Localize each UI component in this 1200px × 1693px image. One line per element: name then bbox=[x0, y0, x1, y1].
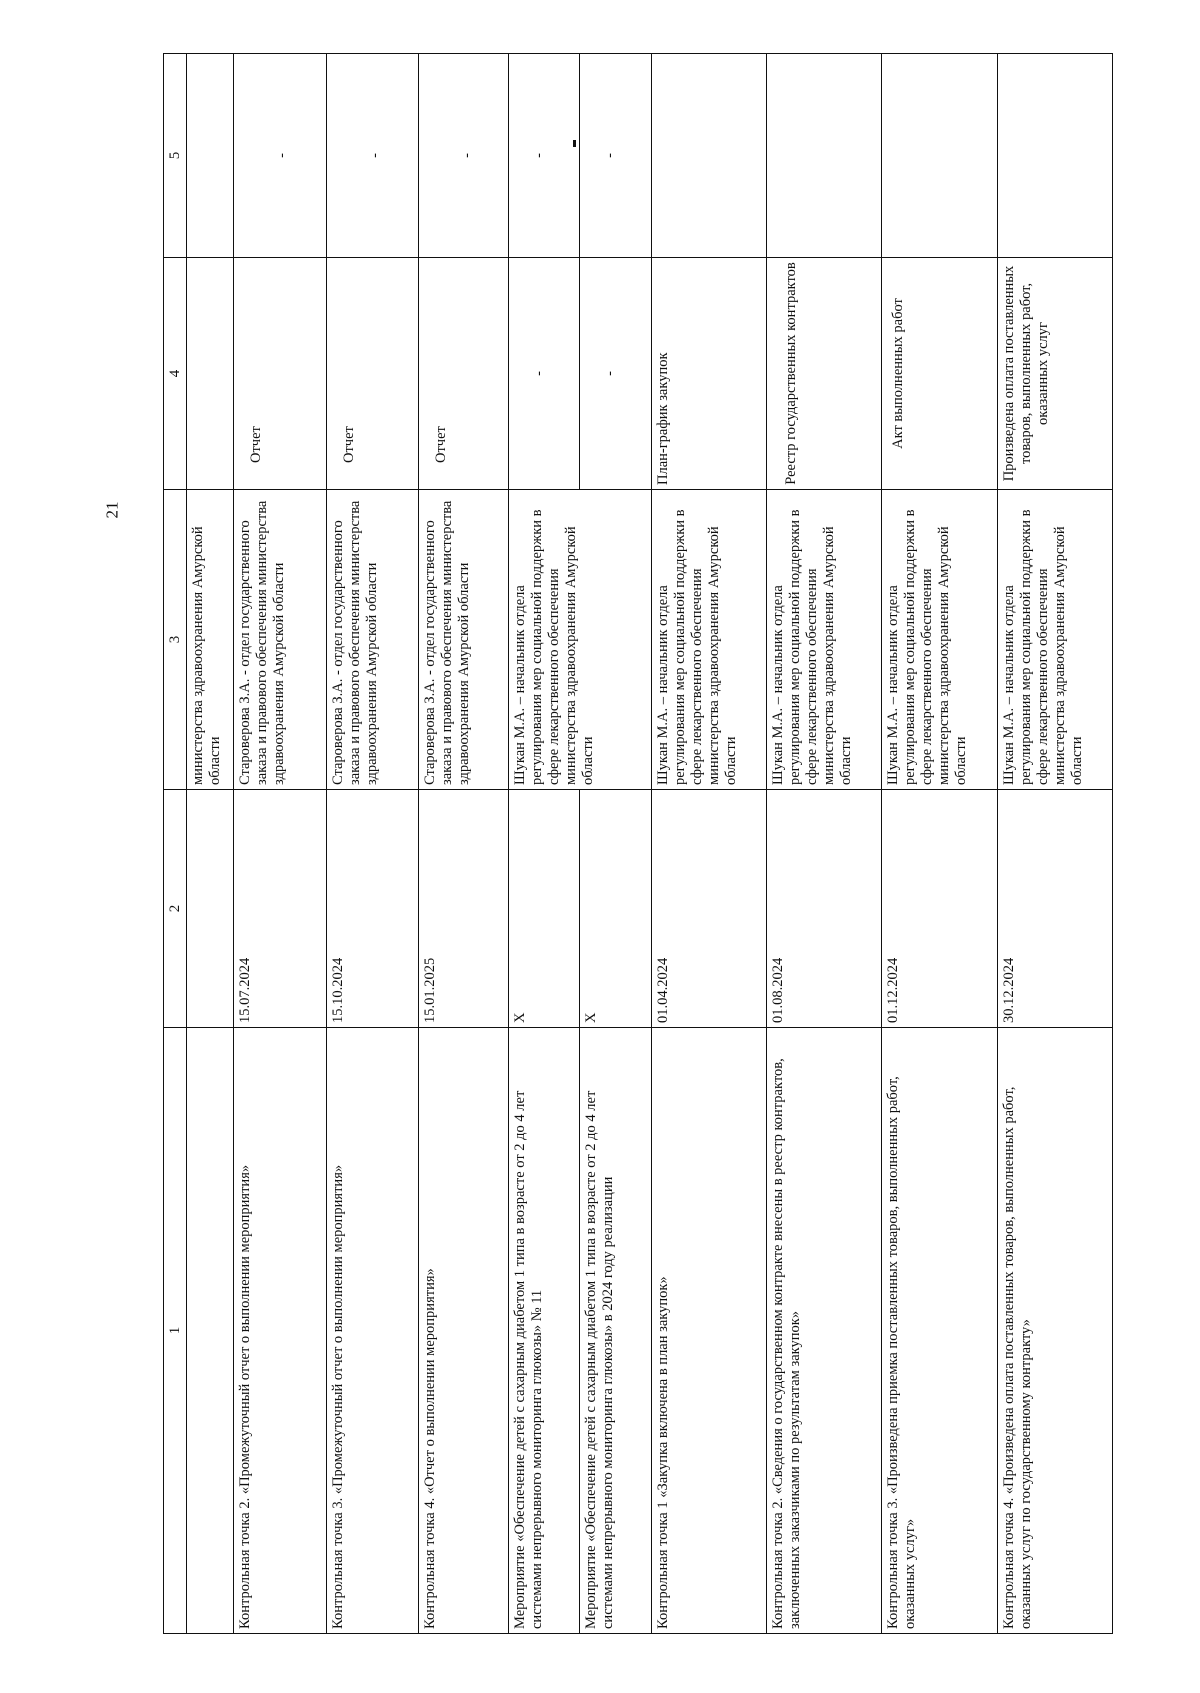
cell-info: - bbox=[580, 54, 651, 258]
cell-date: 01.12.2024 bbox=[882, 790, 997, 1028]
cell-responsible: Староверова З.А. - отдел государственного заказа и правового обеспечения министерства здравоохранения Амурской области bbox=[234, 490, 326, 790]
col-header-2: 2 bbox=[164, 790, 187, 1028]
table-row bbox=[418, 54, 508, 1634]
cell-date: 15.01.2025 bbox=[418, 790, 508, 1028]
cell-info: - bbox=[418, 54, 508, 258]
col-header-5: 5 bbox=[164, 54, 187, 258]
cell-date: 01.04.2024 bbox=[651, 790, 766, 1028]
table-row bbox=[766, 54, 881, 1634]
cell-document: - bbox=[580, 258, 651, 490]
table-row bbox=[882, 54, 997, 1634]
cell-document: Реестр государственных контрактов bbox=[766, 258, 881, 490]
cell-name: Мероприятие «Обеспечение детей с сахарным диабетом 1 типа в возрасте от 2 до 4 лет системами непрерывного мониторинга глюкозы» № 11 bbox=[508, 1028, 579, 1634]
plan-table bbox=[163, 53, 1113, 1634]
cell-date: X bbox=[508, 790, 579, 1028]
page-number-container bbox=[96, 490, 128, 530]
continuation-row bbox=[187, 54, 234, 1634]
cell-responsible: Шукан М.А. – начальник отдела регулирования мер социальной поддержки в сфере лекарственного обеспечения министерства здравоохранения Амурской области bbox=[882, 490, 997, 790]
cell-document: Отчет bbox=[234, 258, 326, 490]
cell-name: Мероприятие «Обеспечение детей с сахарным диабетом 1 типа в возрасте от 2 до 4 лет системами непрерывного мониторинга глюкозы» в 2024 году реализации bbox=[580, 1028, 651, 1634]
table-row bbox=[997, 54, 1112, 1634]
cell-name: Контрольная точка 3. «Промежуточный отчет о выполнении мероприятия» bbox=[326, 1028, 418, 1634]
cell-responsible: Шукан М.А. – начальник отдела регулирования мер социальной поддержки в сфере лекарственного обеспечения министерства здравоохранения Амурской области bbox=[766, 490, 881, 790]
page-number: 21 bbox=[102, 501, 121, 519]
cell-name: Контрольная точка 1 «Закупка включена в план закупок» bbox=[651, 1028, 766, 1634]
col-header-1: 1 bbox=[164, 1028, 187, 1634]
cell-name: Контрольная точка 4. «Отчет о выполнении мероприятия» bbox=[418, 1028, 508, 1634]
cell-responsible: Шукан М.А. – начальник отдела регулирования мер социальной поддержки в сфере лекарственного обеспечения министерства здравоохранения Амурской области bbox=[997, 490, 1112, 790]
cell-document: Отчет bbox=[326, 258, 418, 490]
table-row bbox=[651, 54, 766, 1634]
cell-document: - bbox=[508, 258, 579, 490]
cell-name: Контрольная точка 2. «Сведения о государственном контракте внесены в реестр контрактов, заключенных заказчиками по результатам закупок» bbox=[766, 1028, 881, 1634]
rotated-table-container bbox=[163, 54, 1113, 1634]
cell-date: X bbox=[580, 790, 651, 1028]
cell-responsible: Староверова З.А. - отдел государственного заказа и правового обеспечения министерства здравоохранения Амурской области bbox=[326, 490, 418, 790]
col-header-4: 4 bbox=[164, 258, 187, 490]
cell-document: План-график закупок bbox=[651, 258, 766, 490]
cell-responsible: Шукан М.А. – начальник отдела регулирования мер социальной поддержки в сфере лекарственного обеспечения министерства здравоохранения Амурской области bbox=[651, 490, 766, 790]
cell-info bbox=[766, 54, 881, 258]
cell-responsible: Шукан М.А. – начальник отдела регулирования мер социальной поддержки в сфере лекарственного обеспечения министерства здравоохранения Амурской области bbox=[508, 490, 651, 790]
col-header-3: 3 bbox=[164, 490, 187, 790]
cell-date: 15.07.2024 bbox=[234, 790, 326, 1028]
cell-info bbox=[651, 54, 766, 258]
continuation-responsible: министерства здравоохранения Амурской области bbox=[187, 490, 234, 790]
cell-name: Контрольная точка 4. «Произведена оплата поставленных товаров, выполненных работ, оказанных услуг по государственному контракту» bbox=[997, 1028, 1112, 1634]
cell-info: - bbox=[508, 54, 579, 258]
cell-document: Произведена оплата поставленных товаров, выполненных работ, оказанных услуг bbox=[997, 258, 1112, 490]
cell-info bbox=[882, 54, 997, 258]
table-row bbox=[234, 54, 326, 1634]
cell-date: 01.08.2024 bbox=[766, 790, 881, 1028]
cell-responsible: Староверова З.А. - отдел государственного заказа и правового обеспечения министерства здравоохранения Амурской области bbox=[418, 490, 508, 790]
cell-info: - bbox=[234, 54, 326, 258]
table-row bbox=[326, 54, 418, 1634]
cell-info: - bbox=[326, 54, 418, 258]
cell-name: Контрольная точка 2. «Промежуточный отчет о выполнении мероприятия» bbox=[234, 1028, 326, 1634]
column-number-row bbox=[164, 54, 187, 1634]
table-row bbox=[580, 54, 651, 1634]
cell-name: Контрольная точка 3. «Произведена приемка поставленных товаров, выполненных работ, оказанных услуг» bbox=[882, 1028, 997, 1634]
table-row bbox=[508, 54, 579, 1634]
cell-info bbox=[997, 54, 1112, 258]
cell-date: 15.10.2024 bbox=[326, 790, 418, 1028]
cell-document: Отчет bbox=[418, 258, 508, 490]
cell-document: Акт выполненных работ bbox=[882, 258, 997, 490]
cell-date: 30.12.2024 bbox=[997, 790, 1112, 1028]
